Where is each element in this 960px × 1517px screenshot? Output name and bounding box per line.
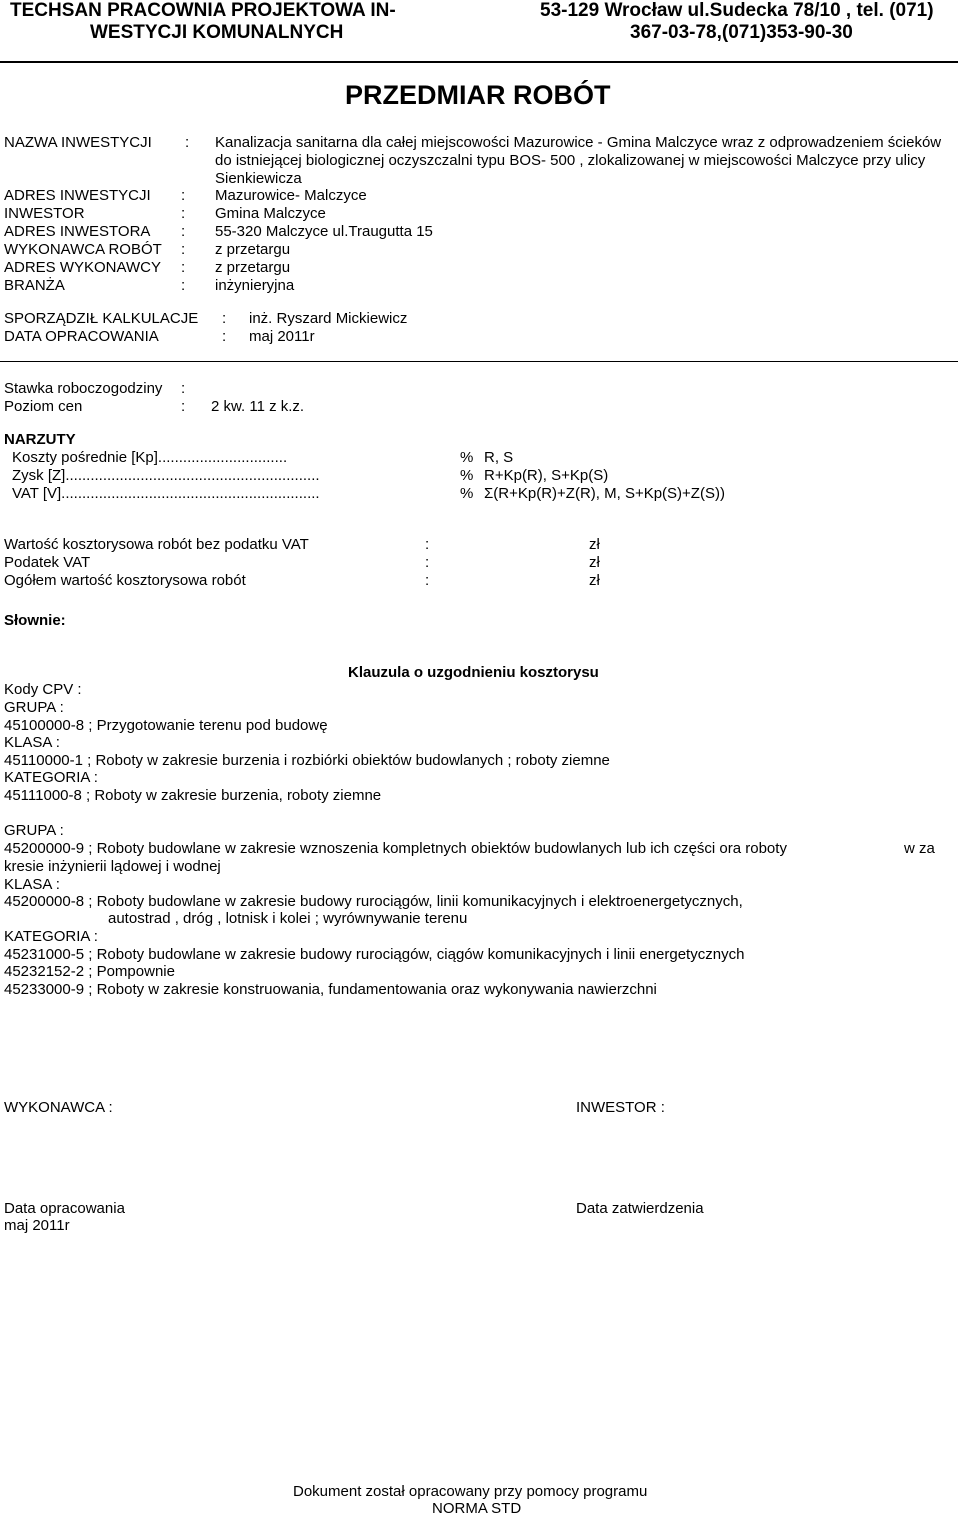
preparation-date-value: maj 2011r	[249, 328, 315, 345]
cpv-line: 45111000-8 ; Roboty w zakresie burzenia, roboty ziemne	[4, 787, 382, 804]
author-label: SPORZĄDZIŁ KALKULACJE	[4, 310, 199, 327]
surcharge-basis: R, S	[484, 449, 514, 466]
cpv-group2-label: GRUPA :	[4, 822, 64, 839]
colon: :	[181, 241, 186, 258]
colon: :	[181, 277, 186, 294]
author-value: inż. Ryszard Mickiewicz	[249, 310, 408, 327]
investor-label: INWESTOR :	[576, 1099, 665, 1116]
company-address-line1: 53-129 Wrocław ul.Sudecka 78/10 , tel. (071)	[540, 0, 934, 21]
cpv-line: GRUPA :	[4, 699, 64, 716]
currency: zł	[589, 572, 600, 589]
colon: :	[181, 380, 186, 397]
field-value: Gmina Malczyce	[215, 205, 326, 222]
field-label: ADRES INWESTORA	[4, 223, 151, 240]
contractor-label: WYKONAWCA :	[4, 1099, 113, 1116]
cpv-line: Kody CPV :	[4, 681, 82, 698]
field-label: INWESTOR	[4, 205, 85, 222]
price-level-label: Poziom cen	[4, 398, 83, 415]
cpv-line: KLASA :	[4, 734, 60, 751]
field-value: z przetargu	[215, 259, 291, 276]
cpv-line: KATEGORIA :	[4, 769, 98, 786]
surcharge-label: Zysk [Z].............................................................	[12, 467, 320, 484]
total-label: Podatek VAT	[4, 554, 91, 571]
cpv-group2-tail: w za	[904, 840, 935, 857]
footer-line2: NORMA STD	[432, 1500, 522, 1517]
investment-name-label: NAZWA INWESTYCJI	[4, 134, 152, 151]
colon: :	[181, 223, 186, 240]
colon: :	[181, 205, 186, 222]
field-value: 55-320 Malczyce ul.Traugutta 15	[215, 223, 433, 240]
field-label: WYKONAWCA ROBÓT	[4, 241, 162, 258]
surcharge-label: Koszty pośrednie [Kp]...............................	[12, 449, 288, 466]
cpv-line: 45100000-8 ; Przygotowanie terenu pod budowę	[4, 717, 328, 734]
cpv-class2-continuation: autostrad , dróg , lotnisk i kolei ; wyrównywanie terenu	[108, 910, 468, 927]
cpv-class2-line: 45200000-8 ; Roboty budowlane w zakresie budowy rurociągów, linii komunikacyjnych i elektroenergetycznych,	[4, 893, 743, 910]
surcharges-heading: NARZUTY	[4, 431, 76, 448]
preparation-date-sign-value: maj 2011r	[4, 1217, 70, 1234]
investment-name-value: Kanalizacja sanitarna dla całej miejscowości Mazurowice - Gmina Malczyce wraz z odprowadzeniem ścieków do istniejącej biologicznej oczyszczalni typu BOS- 500 , zlokalizowanej w miejscowości Malczyce przy ulicy Sienkiewicza	[215, 134, 942, 187]
colon: :	[425, 572, 430, 589]
section-divider	[0, 361, 958, 362]
company-name-line1: TECHSAN PRACOWNIA PROJEKTOWA IN-	[10, 0, 396, 21]
preparation-date-label: DATA OPRACOWANIA	[4, 328, 159, 345]
field-label: BRANŻA	[4, 277, 65, 294]
cpv-class2-label: KLASA :	[4, 876, 60, 893]
colon: :	[181, 398, 186, 415]
surcharge-unit: %	[460, 485, 474, 502]
price-level-value: 2 kw. 11 z k.z.	[211, 398, 305, 415]
colon: :	[181, 187, 186, 204]
cpv-group2-continuation: kresie inżynierii lądowej i wodnej	[4, 858, 221, 875]
currency: zł	[589, 554, 600, 571]
cpv-category-line: 45233000-9 ; Roboty w zakresie konstruowania, fundamentowania oraz wykonywania nawierzchni	[4, 981, 657, 998]
field-label: ADRES INWESTYCJI	[4, 187, 151, 204]
header-divider	[0, 61, 958, 63]
surcharge-unit: %	[460, 449, 474, 466]
preparation-date-sign-label: Data opracowania	[4, 1200, 125, 1217]
approval-date-label: Data zatwierdzenia	[576, 1200, 704, 1217]
field-value: Mazurowice- Malczyce	[215, 187, 367, 204]
company-address-line2: 367-03-78,(071)353-90-30	[630, 22, 853, 43]
colon: :	[181, 259, 186, 276]
hourly-rate-label: Stawka roboczogodziny	[4, 380, 163, 397]
currency: zł	[589, 536, 600, 553]
company-name-line2: WESTYCJI KOMUNALNYCH	[90, 22, 344, 43]
cpv-category2-label: KATEGORIA :	[4, 928, 98, 945]
surcharge-basis: R+Kp(R), S+Kp(S)	[484, 467, 609, 484]
field-label: ADRES WYKONAWCY	[4, 259, 161, 276]
surcharge-label: VAT [V]..............................................................	[12, 485, 320, 502]
clause-title: Klauzula o uzgodnieniu kosztorysu	[348, 664, 599, 681]
cpv-category-line: 45231000-5 ; Roboty budowlane w zakresie budowy rurociągów, ciągów komunikacyjnych i linii energetycznych	[4, 946, 745, 963]
field-value: z przetargu	[215, 241, 291, 258]
colon: :	[425, 554, 430, 571]
total-label: Wartość kosztorysowa robót bez podatku VAT	[4, 536, 309, 553]
document-title: PRZEDMIAR ROBÓT	[345, 80, 611, 110]
colon: :	[425, 536, 430, 553]
surcharge-basis: Σ(R+Kp(R)+Z(R), M, S+Kp(S)+Z(S))	[484, 485, 725, 502]
amount-in-words-label: Słownie:	[4, 612, 66, 629]
field-value: inżynieryjna	[215, 277, 295, 294]
colon: :	[185, 134, 190, 151]
cpv-group2-line: 45200000-9 ; Roboty budowlane w zakresie wznoszenia kompletnych obiektów budowlanych lub ich części ora roboty	[4, 840, 787, 857]
cpv-category-line: 45232152-2 ; Pompownie	[4, 963, 175, 980]
footer-line1: Dokument został opracowany przy pomocy programu	[293, 1483, 648, 1500]
colon: :	[222, 328, 227, 345]
total-label: Ogółem wartość kosztorysowa robót	[4, 572, 246, 589]
cpv-line: 45110000-1 ; Roboty w zakresie burzenia i rozbiórki obiektów budowlanych ; roboty ziemne	[4, 752, 610, 769]
colon: :	[222, 310, 227, 327]
surcharge-unit: %	[460, 467, 474, 484]
